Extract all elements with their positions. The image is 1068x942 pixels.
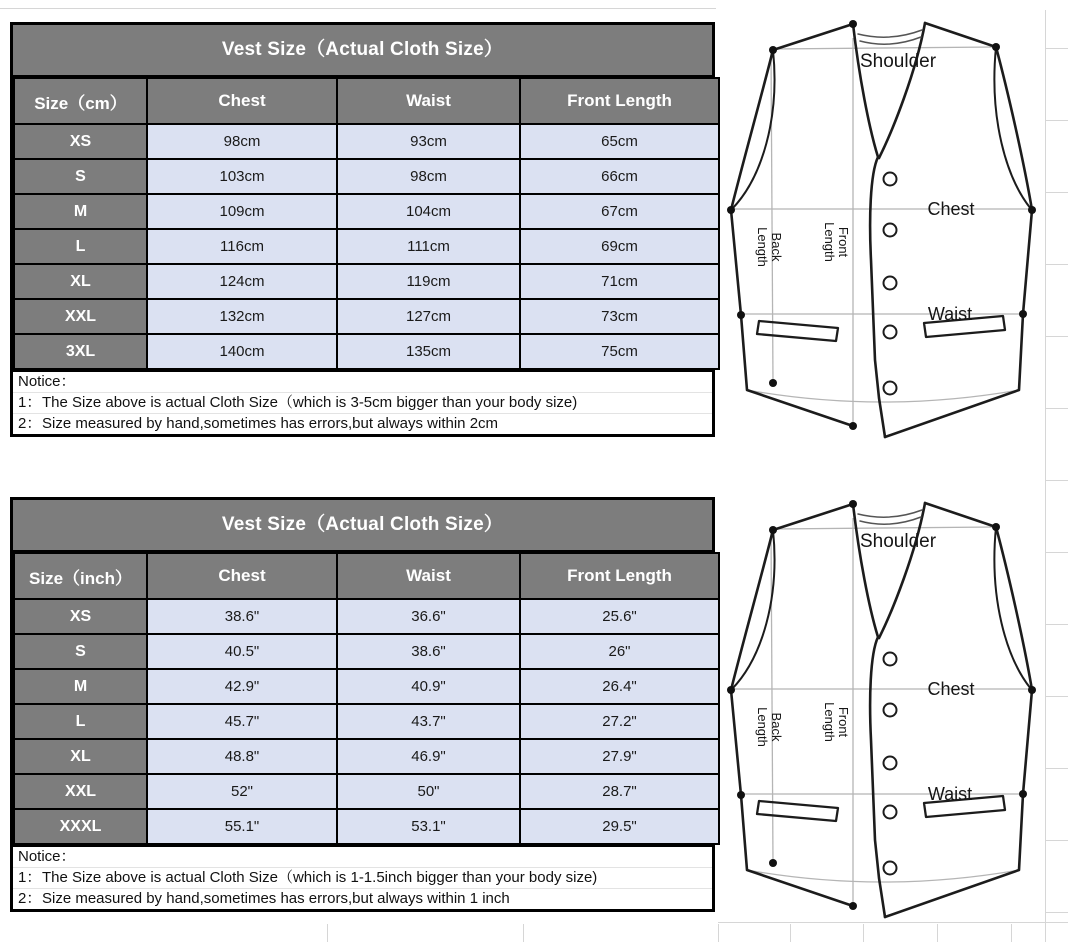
chest-value-cell: 55.1": [147, 809, 337, 844]
spreadsheet-gridline: [718, 922, 1068, 923]
size-label-cell: XS: [14, 599, 147, 634]
table-row: [14, 599, 719, 634]
notice-text: Size measured by hand,sometimes has errors,but always within 1 inch: [42, 890, 510, 907]
front-length-value-cell: 26.4": [520, 669, 719, 704]
header-row: [14, 553, 719, 599]
front-length-value-cell: 66cm: [520, 159, 719, 194]
front-length-value-cell: 27.2": [520, 704, 719, 739]
vest-diagram-top: [722, 10, 1042, 440]
chest-value-cell: 98cm: [147, 124, 337, 159]
waist-value-cell: 104cm: [337, 194, 520, 229]
notice-item: [13, 868, 712, 889]
chest-value-cell: 38.6": [147, 599, 337, 634]
front-length-value-cell: 29.5": [520, 809, 719, 844]
table-row: [14, 739, 719, 774]
front-length-value-cell: 25.6": [520, 599, 719, 634]
spreadsheet-gridline: [1046, 408, 1068, 409]
size-label-cell: XL: [14, 739, 147, 774]
vest-measurement-diagram: [722, 10, 1042, 440]
chest-value-cell: 116cm: [147, 229, 337, 264]
chest-value-cell: 132cm: [147, 299, 337, 334]
spreadsheet-gridline: [1046, 120, 1068, 121]
size-label-cell: M: [14, 194, 147, 229]
chest-column-header: Chest: [147, 553, 337, 599]
chest-label: Chest: [927, 679, 975, 699]
size-label-cell: XXL: [14, 299, 147, 334]
spreadsheet-gridline: [1046, 480, 1068, 481]
waist-value-cell: 98cm: [337, 159, 520, 194]
front-length-label: FrontLength: [822, 222, 851, 262]
size-label-cell: XXXL: [14, 809, 147, 844]
left-pocket: [757, 321, 838, 341]
spreadsheet-gridline: [1046, 192, 1068, 193]
waist-value-cell: 111cm: [337, 229, 520, 264]
waist-value-cell: 46.9": [337, 739, 520, 774]
back-length-label: BackLength: [755, 227, 784, 267]
notice-number: 1：: [18, 394, 42, 411]
notice-number: 1：: [18, 869, 42, 886]
waist-value-cell: 119cm: [337, 264, 520, 299]
front-length-value-cell: 65cm: [520, 124, 719, 159]
front-length-column-header: Front Length: [520, 78, 719, 124]
spreadsheet-gridline: [1046, 336, 1068, 337]
waist-label: Waist: [927, 784, 973, 804]
chest-label: Chest: [927, 199, 975, 219]
back-length-label: BackLength: [755, 707, 784, 747]
waist-value-cell: 40.9": [337, 669, 520, 704]
spreadsheet-gridline: [1046, 768, 1068, 769]
waist-value-cell: 135cm: [337, 334, 520, 369]
table-row: [14, 774, 719, 809]
vest-outline: [731, 23, 1032, 437]
chest-value-cell: 42.9": [147, 669, 337, 704]
chest-value-cell: 40.5": [147, 634, 337, 669]
chest-value-cell: 52": [147, 774, 337, 809]
size-label-cell: XL: [14, 264, 147, 299]
table-row: [14, 704, 719, 739]
spreadsheet-gridline: [1046, 552, 1068, 553]
spreadsheet-gridline: [1046, 264, 1068, 265]
diagram-labels: [755, 51, 975, 324]
notice-block: [13, 370, 712, 434]
front-length-label: FrontLength: [822, 702, 851, 742]
size-chart-table: [13, 77, 720, 370]
chest-value-cell: 140cm: [147, 334, 337, 369]
waist-value-cell: 53.1": [337, 809, 520, 844]
spreadsheet-gridline: [523, 924, 524, 942]
size-chart-table: [13, 552, 720, 845]
size-table-cm: [10, 22, 715, 437]
notice-item: [13, 889, 712, 909]
table-row: [14, 159, 719, 194]
table-row: [14, 264, 719, 299]
notice-title: Notice：: [13, 372, 712, 393]
notice-text: The Size above is actual Cloth Size（which is 3-5cm bigger than your body size): [42, 394, 578, 411]
table-row: [14, 809, 719, 844]
spreadsheet-gridline: [0, 8, 716, 9]
vest-buttons: [884, 173, 897, 395]
chest-value-cell: 103cm: [147, 159, 337, 194]
left-pocket: [757, 801, 838, 821]
front-length-value-cell: 67cm: [520, 194, 719, 229]
front-length-value-cell: 26": [520, 634, 719, 669]
size-label-cell: L: [14, 704, 147, 739]
table-row: [14, 229, 719, 264]
front-length-value-cell: 69cm: [520, 229, 719, 264]
spreadsheet-gridline: [718, 924, 719, 942]
size-label-cell: 3XL: [14, 334, 147, 369]
spreadsheet-gridline: [1046, 48, 1068, 49]
waist-column-header: Waist: [337, 78, 520, 124]
diagram-labels: [755, 531, 975, 804]
front-length-column-header: Front Length: [520, 553, 719, 599]
spreadsheet-gridline: [327, 924, 328, 942]
notice-text: The Size above is actual Cloth Size（which is 1-1.5inch bigger than your body size): [42, 869, 598, 886]
waist-value-cell: 43.7": [337, 704, 520, 739]
notice-item: [13, 414, 712, 434]
shoulder-label: Shoulder: [859, 51, 937, 72]
chest-value-cell: 48.8": [147, 739, 337, 774]
vest-outline: [731, 503, 1032, 917]
waist-value-cell: 50": [337, 774, 520, 809]
vest-measurement-diagram: [722, 490, 1042, 920]
notice-text: Size measured by hand,sometimes has errors,but always within 2cm: [42, 415, 499, 432]
table-row: [14, 669, 719, 704]
spreadsheet-gridline: [1046, 840, 1068, 841]
spreadsheet-gridline: [1011, 924, 1012, 942]
notice-number: 2：: [18, 415, 42, 432]
notice-block: [13, 845, 712, 909]
front-length-value-cell: 27.9": [520, 739, 719, 774]
table-row: [14, 334, 719, 369]
table-title: Vest Size（Actual Cloth Size）: [13, 500, 712, 552]
waist-value-cell: 38.6": [337, 634, 520, 669]
size-label-cell: XS: [14, 124, 147, 159]
chest-value-cell: 109cm: [147, 194, 337, 229]
table-row: [14, 194, 719, 229]
front-length-value-cell: 75cm: [520, 334, 719, 369]
spreadsheet-gridline: [1045, 10, 1046, 942]
vest-diagram-bottom: [722, 490, 1042, 920]
notice-item: [13, 393, 712, 414]
chest-column-header: Chest: [147, 78, 337, 124]
table-row: [14, 634, 719, 669]
size-column-header: Size（inch）: [14, 553, 147, 599]
waist-label: Waist: [927, 304, 973, 324]
size-label-cell: XXL: [14, 774, 147, 809]
spreadsheet-gridline: [1046, 696, 1068, 697]
front-length-value-cell: 28.7": [520, 774, 719, 809]
shoulder-label: Shoulder: [859, 531, 937, 552]
spreadsheet-gridline: [1046, 624, 1068, 625]
size-label-cell: S: [14, 159, 147, 194]
chest-value-cell: 45.7": [147, 704, 337, 739]
notice-title: Notice：: [13, 847, 712, 868]
spreadsheet-gridline: [863, 924, 864, 942]
table-row: [14, 124, 719, 159]
size-column-header: Size（cm）: [14, 78, 147, 124]
table-title: Vest Size（Actual Cloth Size）: [13, 25, 712, 77]
table-row: [14, 299, 719, 334]
size-table-inch: [10, 497, 715, 912]
spreadsheet-gridline: [790, 924, 791, 942]
waist-value-cell: 36.6": [337, 599, 520, 634]
size-label-cell: S: [14, 634, 147, 669]
spreadsheet-gridline: [1046, 912, 1068, 913]
size-label-cell: M: [14, 669, 147, 704]
chest-value-cell: 124cm: [147, 264, 337, 299]
spreadsheet-gridline: [937, 924, 938, 942]
waist-value-cell: 127cm: [337, 299, 520, 334]
waist-column-header: Waist: [337, 553, 520, 599]
header-row: [14, 78, 719, 124]
front-length-value-cell: 71cm: [520, 264, 719, 299]
front-length-value-cell: 73cm: [520, 299, 719, 334]
vest-buttons: [884, 653, 897, 875]
size-label-cell: L: [14, 229, 147, 264]
notice-number: 2：: [18, 890, 42, 907]
waist-value-cell: 93cm: [337, 124, 520, 159]
